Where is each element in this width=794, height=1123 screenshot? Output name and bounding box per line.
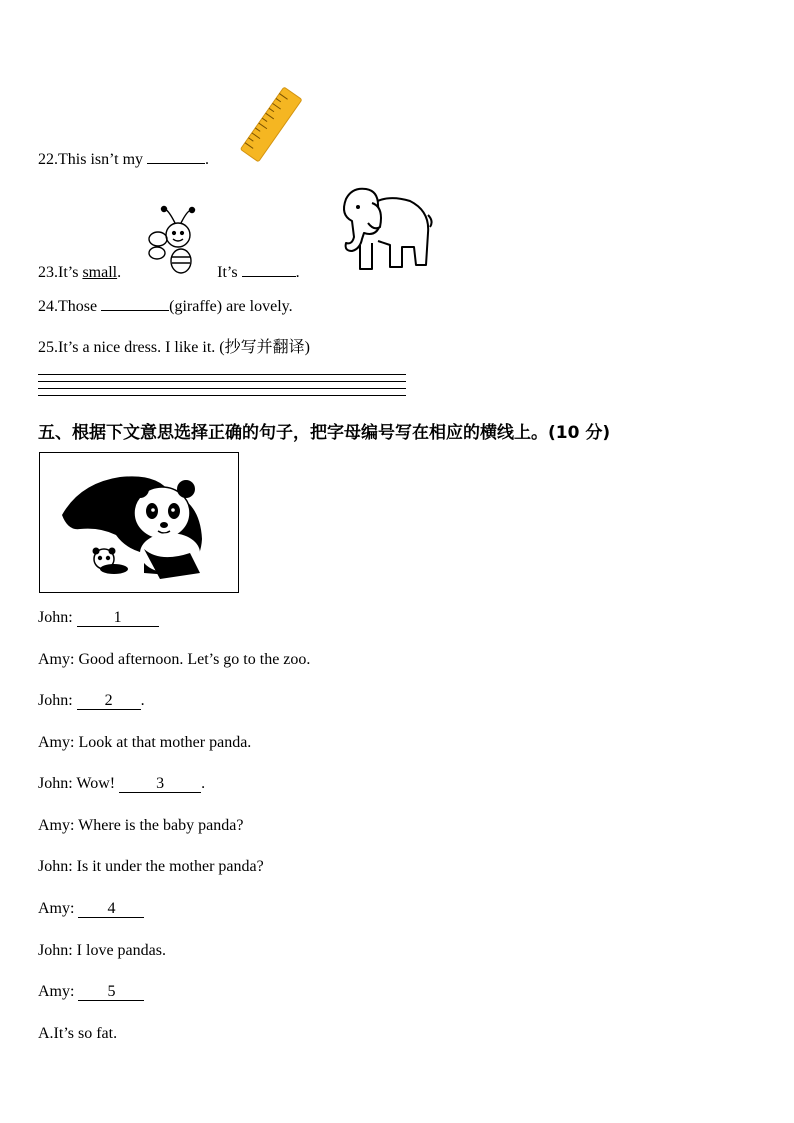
dialog-line: Amy: Where is the baby panda? <box>38 817 244 834</box>
dialog-line: Amy: Look at that mother panda. <box>38 734 252 751</box>
option-a: A.It’s so fat. <box>38 1025 118 1042</box>
answer-blank-23[interactable] <box>242 262 296 277</box>
answer-blank-4[interactable]: 4 <box>78 901 144 918</box>
dialog-line: John: Is it under the mother panda? <box>38 858 264 875</box>
question-24: 24.Those (giraffe) are lovely. <box>38 298 293 315</box>
dialog-line: Amy: 4 <box>38 899 144 919</box>
dialog-line: Amy: Good afternoon. Let’s go to the zoo. <box>38 651 311 668</box>
question-25: 25.It’s a nice dress. I like it. (抄写并翻译) <box>38 339 310 356</box>
question-22: 22.This isn’t my . <box>38 151 210 168</box>
dialog-line: John: Wow! 3 . <box>38 775 206 792</box>
panda-icon <box>40 453 238 592</box>
dialog-line: John: 1 <box>38 608 159 628</box>
dialog-line: John: 2 . <box>38 692 145 709</box>
answer-blank-22[interactable] <box>147 149 205 164</box>
question-23: 23.It’s small. It’s . <box>38 264 300 281</box>
answer-blank-1[interactable]: 1 <box>77 610 159 627</box>
answer-blank-3[interactable]: 3 <box>119 776 201 793</box>
ruler-icon <box>236 84 308 166</box>
answer-blank-5[interactable]: 5 <box>78 984 144 1001</box>
answer-blank-24[interactable] <box>101 296 169 311</box>
dialog-line: Amy: 5 <box>38 982 144 1002</box>
panda-picture-frame <box>39 452 239 593</box>
dialog-line: John: I love pandas. <box>38 942 166 959</box>
answer-blank-2[interactable]: 2 <box>77 693 141 710</box>
writing-lines[interactable] <box>38 374 406 402</box>
elephant-icon <box>332 185 434 277</box>
section-heading: 五、根据下文意思选择正确的句子，把字母编号写在相应的横线上。(10 分) <box>38 423 611 443</box>
